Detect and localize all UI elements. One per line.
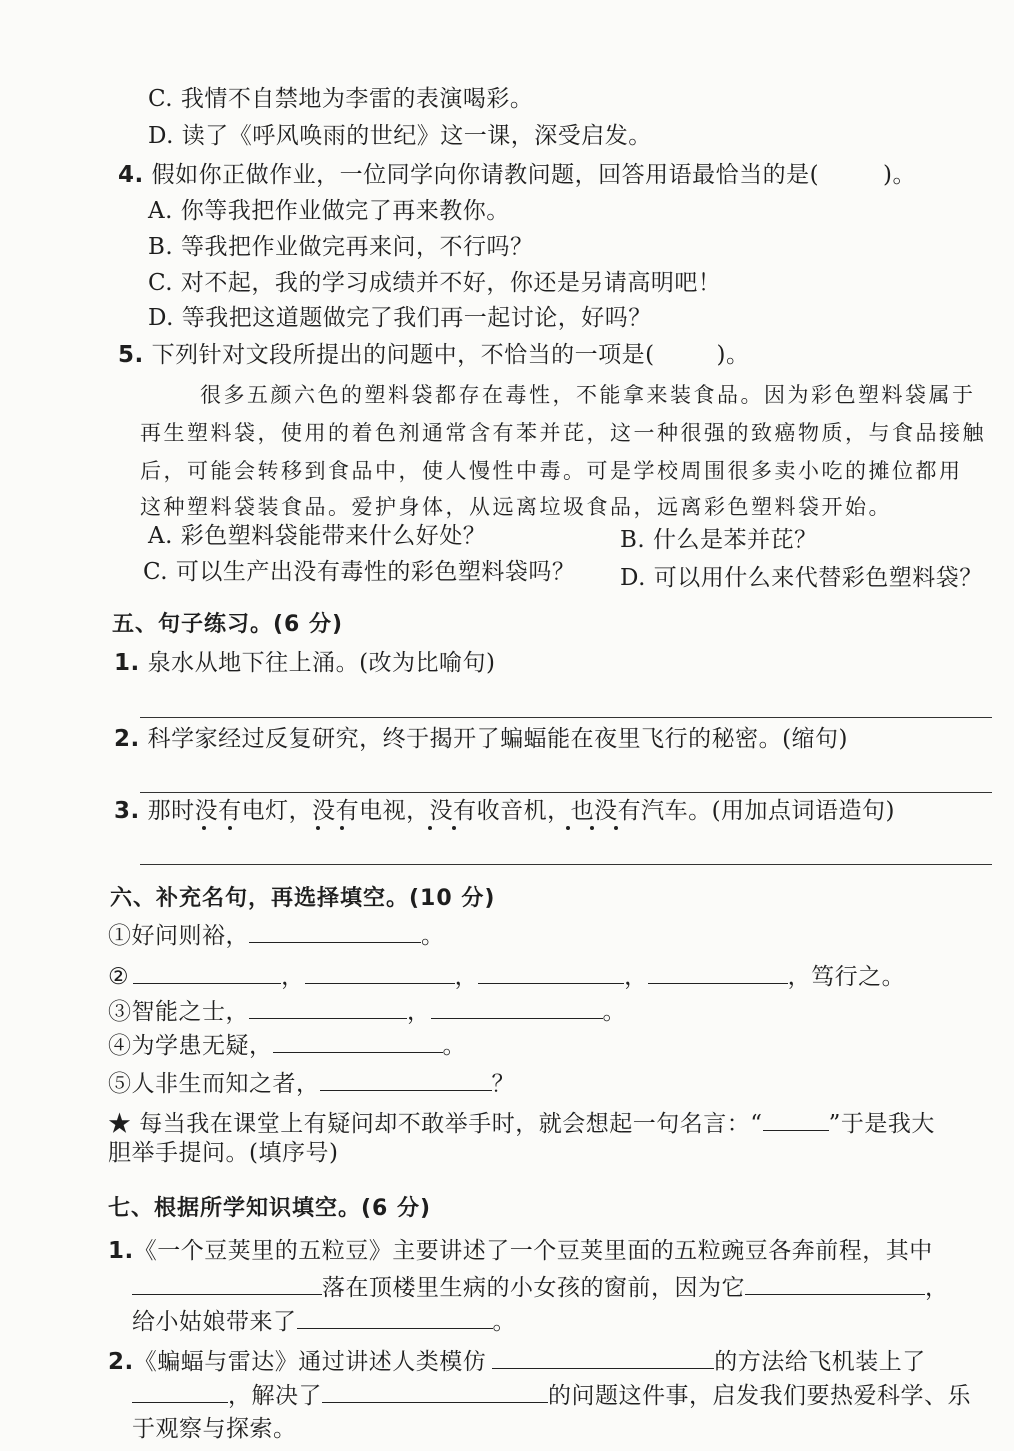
emphasis-dot (614, 826, 618, 830)
sec6-star-question (108, 1108, 935, 1139)
sec7-q1-text-a: 《一个豆荚里的五粒豆》主要讲述了一个豆荚里面的五粒豌豆各奔前程，其中 (133, 1238, 933, 1264)
sec6-item-3-blank-1[interactable] (249, 996, 407, 1019)
section-5-title: 五、句子练习。(6 分) (112, 612, 344, 637)
sec5-q1-answer-line[interactable] (140, 717, 992, 718)
sec6-item-2-blank-1[interactable] (133, 961, 281, 984)
sec7-q1-blank-2[interactable] (745, 1272, 925, 1295)
sec6-item-3-blank-2[interactable] (431, 996, 603, 1019)
sec6-item-4-blank[interactable] (273, 1030, 443, 1053)
sec6-item-5-text: ⑤人非生而知之者， (108, 1071, 320, 1097)
sec7-q1-blank-1[interactable] (132, 1272, 322, 1295)
sec7-q1-line-3 (132, 1306, 516, 1337)
emphasis-dot (452, 826, 456, 830)
emphasis-dot (228, 826, 232, 830)
sec5-q3 (114, 796, 895, 826)
emphasis-dot (202, 826, 206, 830)
sec6-star-line-2: 胆举手提问。(填序号) (108, 1140, 339, 1166)
sec6-star-text-b: ”于是我大 (828, 1111, 935, 1137)
sec7-q2-text-b-end: 的问题这件事，启发我们要热爱科学、乐 (548, 1383, 971, 1409)
sec6-item-4 (108, 1030, 466, 1061)
sec7-q2-blank-3[interactable] (322, 1380, 548, 1403)
q5-option-b: B. 什么是苯并芘？ (620, 527, 818, 553)
sec6-item-1-end: 。 (421, 923, 445, 949)
sec7-q1-line-2 (132, 1272, 949, 1303)
emphasis-dot (566, 826, 570, 830)
sec6-item-1-blank[interactable] (249, 920, 421, 943)
sec6-item-4-end: 。 (442, 1033, 466, 1059)
sec6-item-3: ③智能之士， ， 。 (108, 996, 626, 1027)
q5-number: 5. (118, 342, 144, 368)
sec5-q1 (114, 648, 496, 678)
sec6-item-2-blank-2[interactable] (305, 961, 455, 984)
q4-option-a: A. 你等我把作业做完了再来教你。 (148, 198, 510, 224)
sec5-q1-number: 1. (114, 650, 140, 676)
q4-option-b: B. 等我把作业做完再来问，不行吗？ (148, 234, 534, 260)
emphasis-dot (590, 826, 594, 830)
sec7-q2-line-2 (132, 1380, 971, 1411)
sec5-q2 (114, 724, 848, 754)
q5-stem-text: 下列针对文段所提出的问题中，不恰当的一项是( (151, 342, 655, 368)
sec5-q2-text: 科学家经过反复研究，终于揭开了蝙蝠能在夜里飞行的秘密。(缩句) (147, 726, 849, 752)
emphasis-dot (340, 826, 344, 830)
emphasis-dot (316, 826, 320, 830)
sec7-q1-blank-3[interactable] (297, 1306, 493, 1329)
sec5-q2-number: 2. (114, 726, 140, 752)
q3-option-d: D. 读了《呼风唤雨的世纪》这一课，深受启发。 (148, 123, 652, 149)
q5-stem-end: )。 (716, 342, 750, 368)
sec6-item-3-text: ③智能之士， (108, 999, 249, 1025)
sec6-item-3-end: 。 (602, 999, 626, 1025)
q5-paragraph-line-4: 这种塑料袋装食品。爱护身体，从远离垃圾食品，远离彩色塑料袋开始。 (140, 495, 892, 519)
sec7-q2-number: 2. (108, 1349, 134, 1375)
q5-option-d: D. 可以用什么来代替彩色塑料袋？ (620, 565, 983, 591)
q5-option-a: A. 彩色塑料袋能带来什么好处？ (148, 523, 487, 549)
q5-paragraph-line-3: 后，可能会转移到食品中，使人慢性中毒。可是学校周围很多卖小吃的摊位都用 (140, 459, 963, 483)
sec6-item-2-text: ② (108, 964, 130, 990)
sec6-item-2-end: ，笃行之。 (787, 964, 906, 990)
q5-paragraph-line-1: 很多五颜六色的塑料袋都存在毒性，不能拿来装食品。因为彩色塑料袋属于 (200, 383, 976, 407)
sec7-q1-text-b-end: ， (925, 1275, 949, 1301)
emphasis-dot (428, 826, 432, 830)
sec6-item-4-text: ④为学患无疑， (108, 1033, 273, 1059)
sec6-item-5-blank[interactable] (320, 1068, 492, 1091)
sec7-q1-text-c: 给小姑娘带来了 (132, 1309, 297, 1335)
sec6-item-5-end: ？ (491, 1071, 515, 1097)
sec6-item-2-blank-4[interactable] (648, 961, 788, 984)
sec6-item-2: ② ， ， ， ，笃行之。 (108, 961, 905, 992)
sec6-star-blank[interactable] (763, 1108, 829, 1131)
sec6-item-1 (108, 920, 445, 951)
q4-stem-end: )。 (883, 162, 917, 188)
sec6-item-1-text: ①好问则裕， (108, 923, 249, 949)
sec7-q1-number: 1. (108, 1238, 134, 1264)
sec7-q2-text-a-end: 的方法给飞机装上了 (714, 1349, 926, 1375)
q4-stem-text: 假如你正做作业，一位同学向你请教问题，回答用语最恰当的是( (151, 162, 820, 188)
sec7-q2-line-3: 于观察与探索。 (132, 1416, 297, 1442)
q4-number: 4. (118, 162, 144, 188)
sec7-q2-blank-2[interactable] (132, 1380, 228, 1403)
q5-stem (118, 340, 750, 370)
q4-option-d: D. 等我把这道题做完了我们再一起讨论，好吗？ (148, 305, 652, 331)
section-7-title: 七、根据所学知识填空。(6 分) (108, 1196, 432, 1221)
sec7-q2-text-a: 《蝙蝠与雷达》通过讲述人类模仿 (133, 1349, 487, 1375)
sec7-q2-text-b: ，解决了 (228, 1383, 322, 1409)
sec5-q2-answer-line[interactable] (140, 792, 992, 793)
section-6-title: 六、补充名句，再选择填空。(10 分) (110, 886, 496, 911)
sec7-q1-line-1 (108, 1236, 933, 1266)
sec6-item-2-blank-3[interactable] (478, 961, 624, 984)
q5-paragraph-line-2: 再生塑料袋，使用的着色剂通常含有苯并芘，这一种很强的致癌物质，与食品接触 (140, 421, 986, 445)
sec7-q2-line-1 (108, 1346, 926, 1377)
sec6-star-text-a: ★ 每当我在课堂上有疑问却不敢举手时，就会想起一句名言：“ (108, 1111, 763, 1137)
q4-option-c: C. 对不起，我的学习成绩并不好，你还是另请高明吧！ (148, 270, 722, 296)
sec5-q3-text: 那时没有电灯，没有电视，没有收音机，也没有汽车。(用加点词语造句) (147, 798, 896, 824)
sec7-q2-blank-1[interactable] (492, 1346, 714, 1369)
sec7-q1-text-b: 落在顶楼里生病的小女孩的窗前，因为它 (322, 1275, 745, 1301)
sec5-q1-text: 泉水从地下往上涌。(改为比喻句) (147, 650, 496, 676)
sec5-q3-number: 3. (114, 798, 140, 824)
sec5-q3-answer-line[interactable] (140, 864, 992, 865)
q5-option-c: C. 可以生产出没有毒性的彩色塑料袋吗？ (143, 559, 576, 585)
sec7-q1-text-c-end: 。 (492, 1309, 516, 1335)
sec6-item-5 (108, 1068, 515, 1099)
q3-option-c: C. 我情不自禁地为李雷的表演喝彩。 (148, 86, 534, 112)
q4-stem (118, 160, 916, 190)
